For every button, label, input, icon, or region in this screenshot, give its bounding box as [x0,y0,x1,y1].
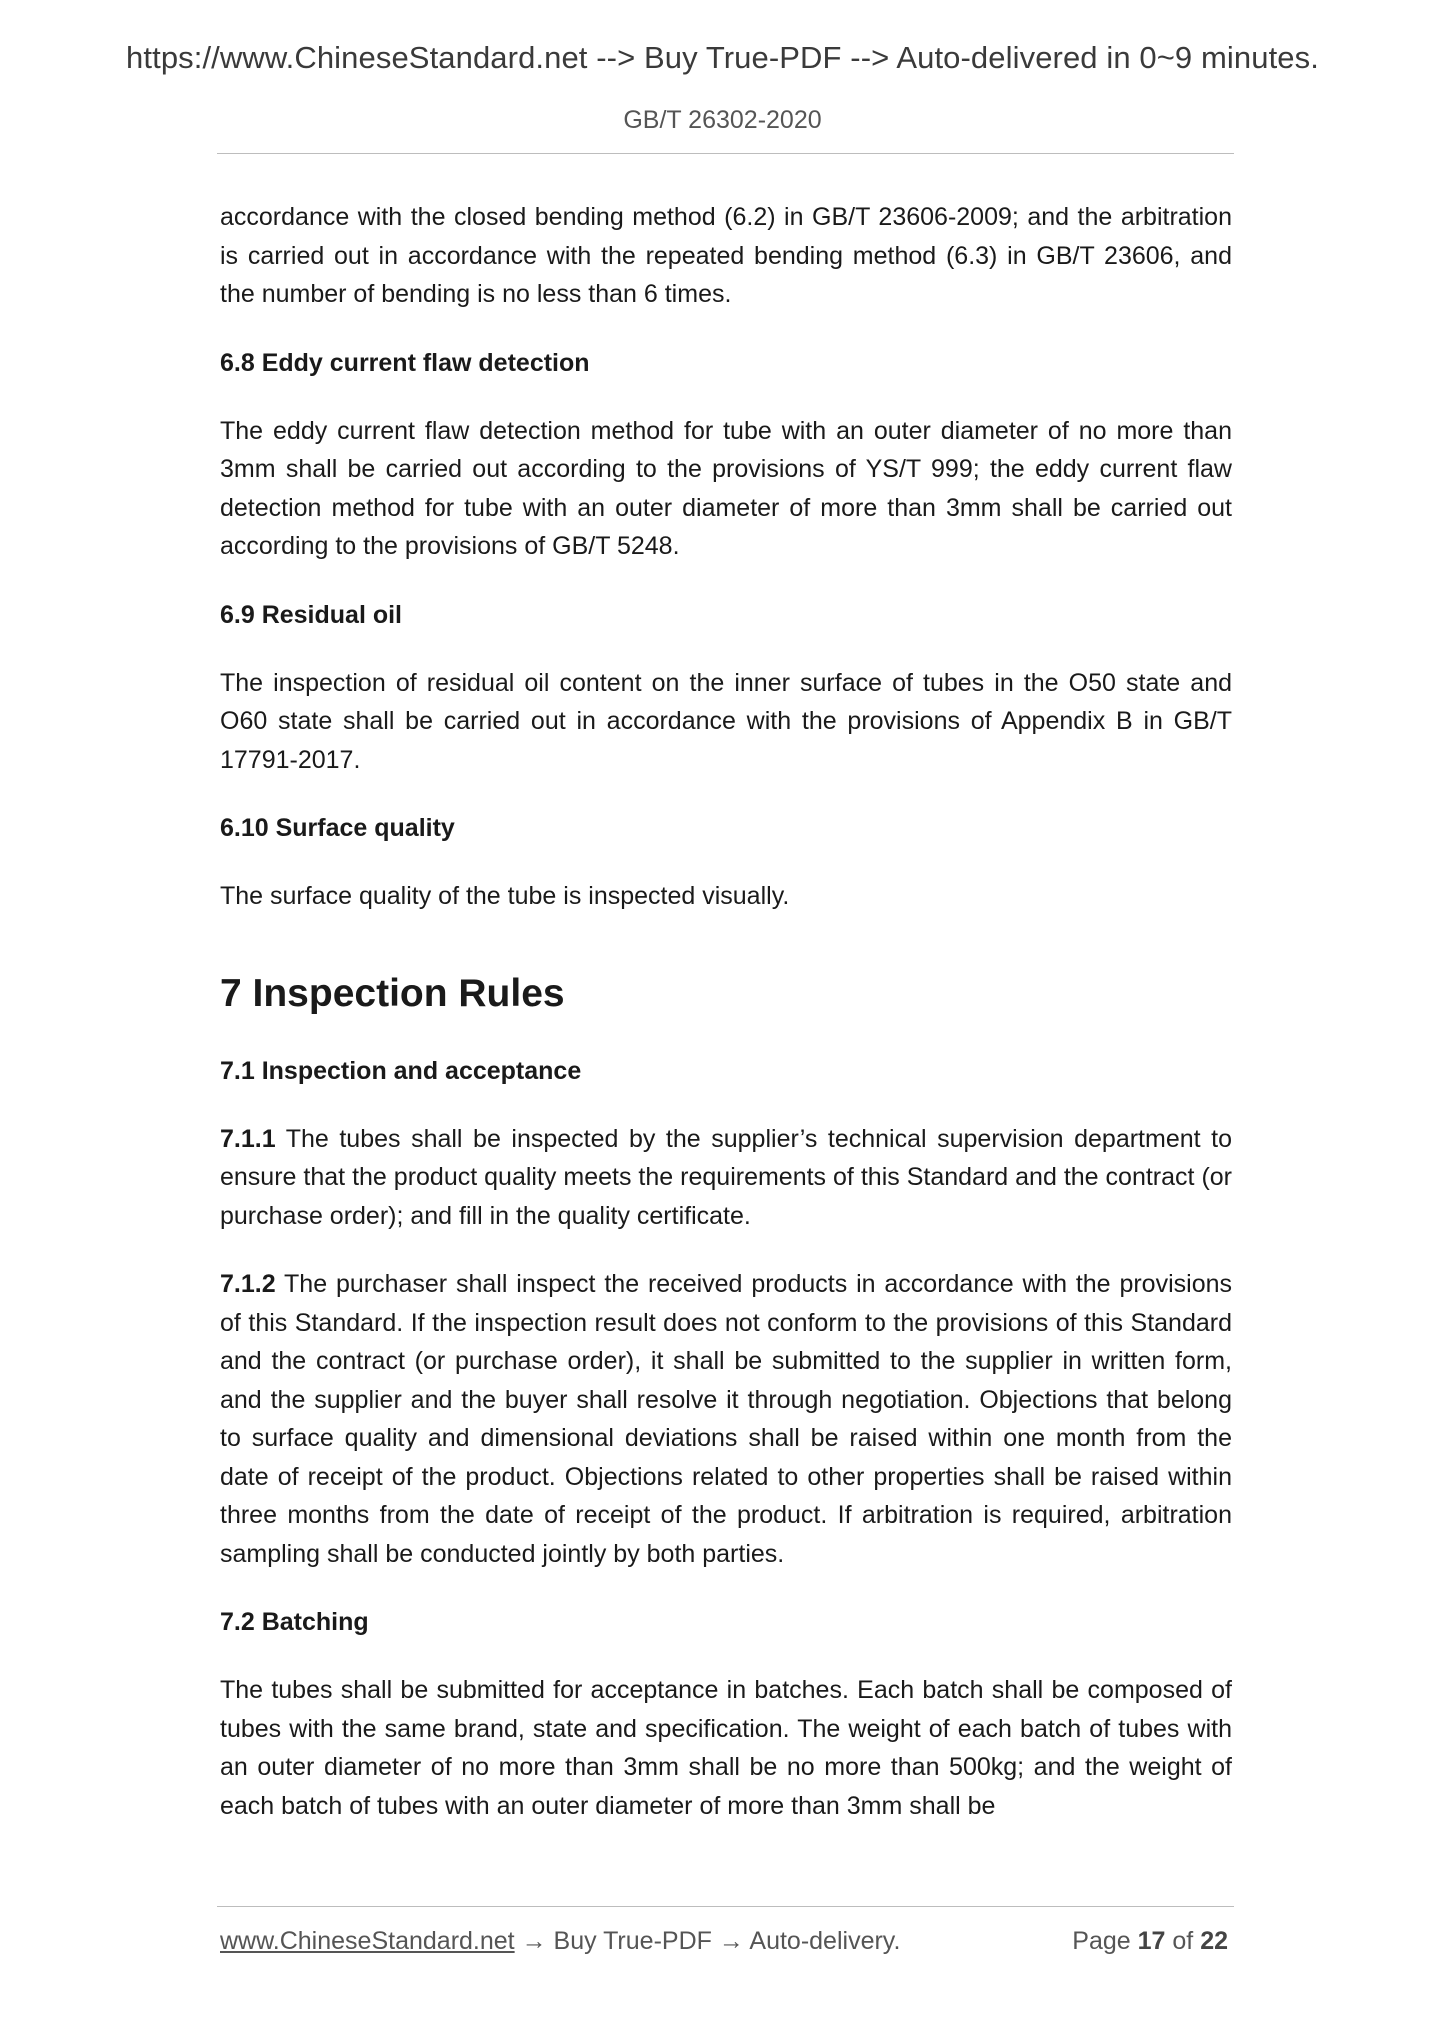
section-heading-6-10: 6.10 Surface quality [220,814,455,842]
section-heading-7-1: 7.1 Inspection and acceptance [220,1056,582,1085]
page-label: Page [1072,1927,1138,1955]
footer-divider [217,1906,1234,1907]
clause-number-7-1-2: 7.1.2 [220,1270,276,1298]
paragraph-7-1-1 [220,1120,1232,1236]
page-of: of [1165,1927,1201,1955]
footer-tagline: → Buy True-PDF → Auto-delivery. [514,1927,901,1955]
page-footer [220,1927,1232,1956]
paragraph-6-8: The eddy current flaw detection method for tube with an outer diameter of no more than 3mm shall be carried out according to the provisions of YS/T 999; the eddy current flaw detection method for tube with an outer diameter of more than 3mm shall be carried out according to the provisions of GB/T 5248. [220,416,1232,560]
paragraph-6-9: The inspection of residual oil content on the inner surface of tubes in the O50 state and O60 state shall be carried out in accordance with the provisions of Appendix B in GB/T 17791-2017. [220,668,1232,774]
chapter-heading-7: 7 Inspection Rules [220,971,565,1015]
paragraph-6-10: The surface quality of the tube is inspected visually. [220,882,790,910]
page-total: 22 [1200,1927,1228,1955]
clause-text-7-1-1: The tubes shall be inspected by the supplier’s technical supervision department to ensure that the product quality meets the requirements of this Standard and the contract (or purchase order); and fill in the quality certificate. [220,1124,1232,1230]
document-body [220,198,1232,1855]
header-divider [217,153,1234,154]
section-heading-7-2: 7.2 Batching [220,1608,369,1636]
paragraph-continued: accordance with the closed bending method (6.2) in GB/T 23606-2009; and the arbitration is carried out in accordance with the repeated bending method (6.3) in GB/T 23606, and the number of bending is no less than 6 times. [220,203,1232,308]
footer-website-link[interactable]: www.ChineseStandard.net [220,1927,515,1955]
section-heading-6-9: 6.9 Residual oil [220,600,403,629]
section-heading-6-8: 6.8 Eddy current flaw detection [220,348,590,377]
top-banner: https://www.ChineseStandard.net --> Buy True-PDF --> Auto-delivered in 0~9 minutes. [126,40,1319,75]
clause-text-7-1-2: The purchaser shall inspect the received products in accordance with the provisions of this Standard. If the inspection result does not conform to the provisions of this Standard and the contract (or purchase order), it shall be submitted to the supplier in written form, and the supplier and the buyer shall resolve it through negotiation. Objections that belong to surface quality and dimensional deviations shall be raised within one month from the date of receipt of the product. Objections related to other properties shall be raised within three months from the date of receipt of the product. If arbitration is required, arbitration sampling shall be conducted jointly by both parties. [220,1270,1232,1568]
standard-number: GB/T 26302-2020 [623,106,822,134]
page-current: 17 [1137,1927,1166,1955]
paragraph-7-2: The tubes shall be submitted for acceptance in batches. Each batch shall be composed of tubes with the same brand, state and specification. The weight of each batch of tubes with an outer diameter of no more than 3mm shall be no more than 500kg; and the weight of each batch of tubes with an outer diameter of more than 3mm shall be [220,1676,1232,1820]
page-indicator [1072,1927,1228,1956]
clause-number-7-1-1: 7.1.1 [220,1124,276,1153]
paragraph-7-1-2 [220,1265,1232,1573]
